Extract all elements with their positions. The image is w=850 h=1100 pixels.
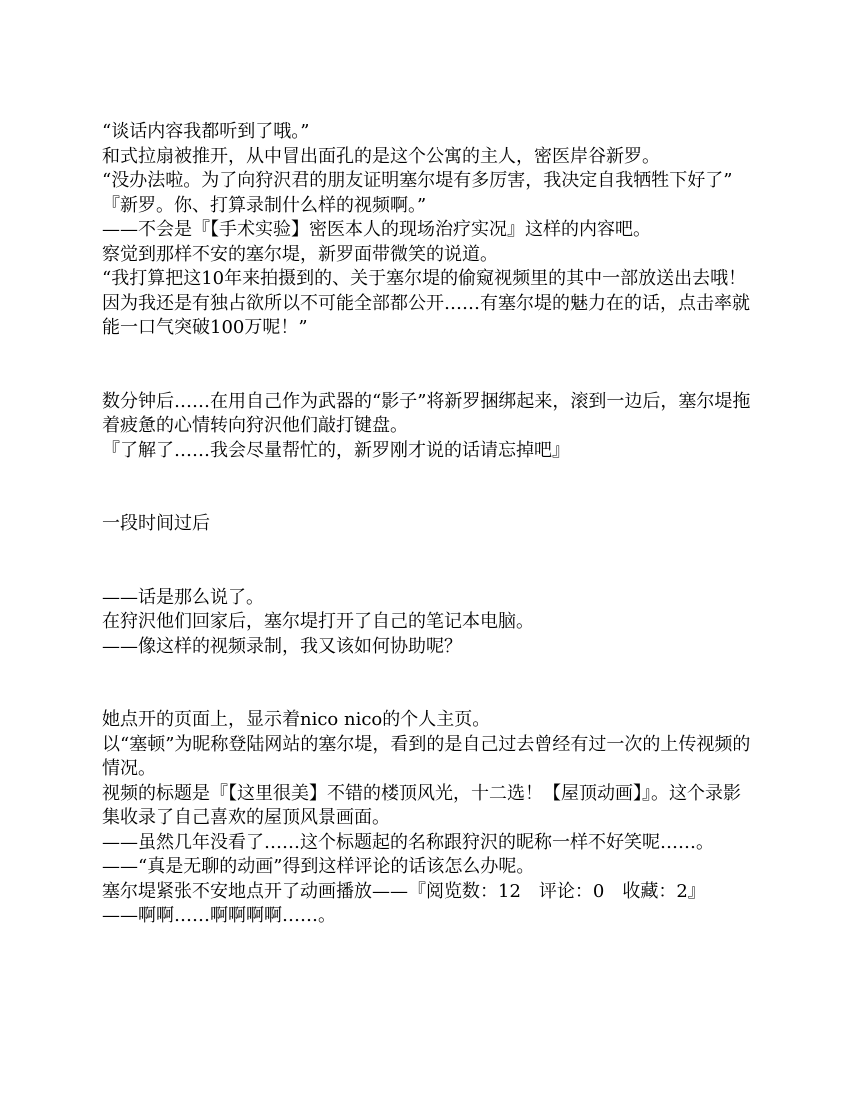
paragraph: 『了解了……我会尽量帮忙的，新罗刚才说的话请忘掉吧』	[102, 439, 570, 461]
section-break-text: 一段时间过后	[102, 513, 210, 534]
paragraph: 视频的标题是『【这里很美】不错的楼顶风光，十二选！【屋顶动画】』。这个录影集收录了自己喜欢的屋顶风景画面。	[102, 782, 741, 828]
paragraph: ——“真是无聊的动画”得到这样评论的话该怎么办呢。	[102, 856, 535, 877]
paragraph: 察觉到那样不安的塞尔堤，新罗面带微笑的说道。	[102, 243, 498, 265]
paragraph: “我打算把这10年来拍摄到的、关于塞尔堤的偷窥视频里的其中一部放送出去哦！因为我还是有独占欲所以不可能全部都公开……有塞尔堤的魅力在的话，点击率就能一口气突破100万呢！”	[102, 268, 750, 338]
paragraph: 和式拉扇被推开，从中冒出面孔的是这个公寓的主人，密医岸谷新罗。	[102, 145, 660, 167]
blank-space	[102, 341, 752, 390]
paragraph: ——不会是『【手术实验】密医本人的现场治疗实况』这样的内容吧。	[102, 219, 651, 240]
blank-space	[102, 537, 752, 586]
paragraph: ——虽然几年没看了……这个标题起的名称跟狩沢的昵称一样不好笑呢……。	[102, 831, 714, 853]
document-page	[102, 120, 752, 929]
paragraph: 她点开的页面上，显示着nico nico的个人主页。	[102, 709, 491, 730]
paragraph: 『新罗。你、打算录制什么样的视频啊。”	[102, 194, 427, 216]
blank-space	[102, 463, 752, 512]
paragraph: ——话是那么说了。	[102, 586, 264, 608]
paragraph: “没办法啦。为了向狩沢君的朋友证明塞尔堤有多厉害，我决定自我牺牲下好了”	[102, 170, 733, 191]
paragraph: ——像这样的视频录制，我又该如何协助呢？	[102, 635, 462, 657]
paragraph: 以“塞顿”为昵称登陆网站的塞尔堤，看到的是自己过去曾经有过一次的上传视频的情况。	[102, 733, 751, 779]
paragraph: ——啊啊……啊啊啊啊……。	[102, 905, 336, 926]
paragraph: 在狩沢他们回家后，塞尔堤打开了自己的笔记本电脑。	[102, 611, 534, 632]
paragraph: 数分钟后……在用自己作为武器的“影子”将新罗捆绑起来，滚到一边后，塞尔堤拖着疲惫的心情转向狩沢他们敲打键盘。	[102, 390, 751, 436]
paragraph: “谈话内容我都听到了哦。”	[102, 121, 310, 142]
paragraph: 塞尔堤紧张不安地点开了动画播放——『阅览数：12 评论：0 收藏：2』	[102, 880, 706, 902]
blank-space	[102, 659, 752, 708]
